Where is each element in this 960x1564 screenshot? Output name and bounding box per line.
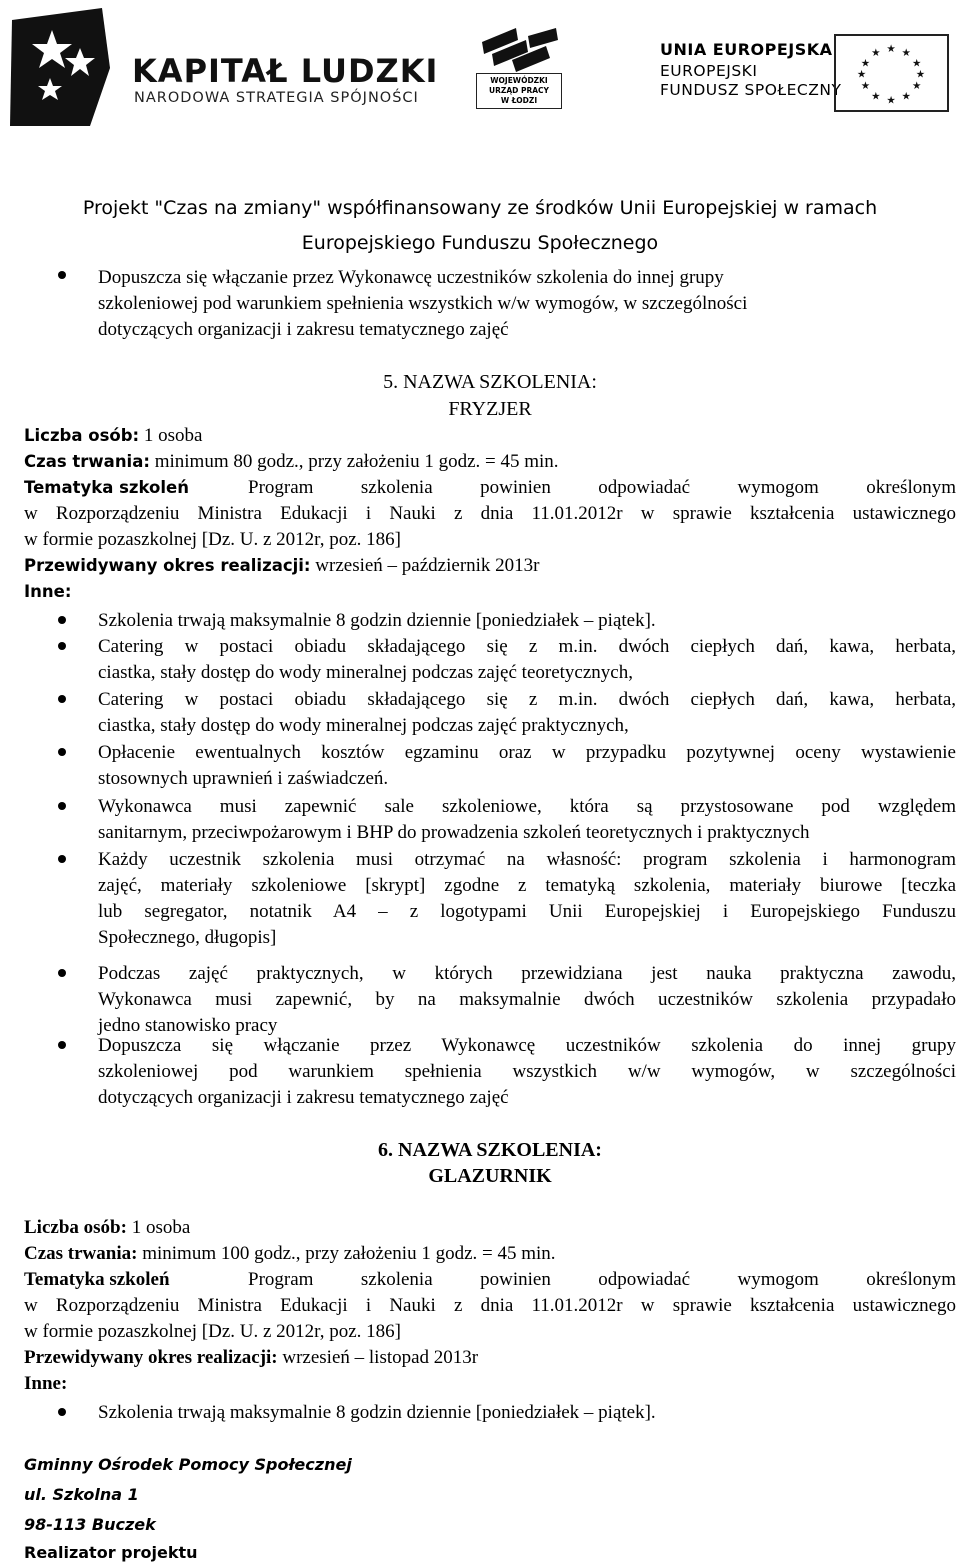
bullet-icon [58,695,66,703]
section6-heading: 6. NAZWA SZKOLENIA: [378,1139,602,1161]
text-line: Opłacenie ewentualnych kosztów egzaminu oraz w przypadku pozytywnej oceny wystawienie [98,742,956,763]
section6-tematyka-line1 [24,1267,956,1293]
eu-line-3: FUNDUSZ SPOŁECZNY [660,81,842,99]
section5-bullet-5 [98,794,956,846]
section6-tematyka-line3: w formie pozaszkolnej [Dz. U. z 2012r, poz. 186] [24,1321,402,1342]
svg-text:★: ★ [860,58,871,70]
section6-inne [24,1371,67,1397]
svg-text:★: ★ [871,47,881,59]
text-line: Wykonawca musi zapewnić, by na maksymalnie dwóch uczestników szkolenia przypadało [98,989,956,1010]
wup-line-3: W ŁODZI [500,96,538,105]
text-line: Podczas zajęć praktycznych, w których przewidziana jest nauka praktyczna zawodu, [98,963,956,984]
svg-text:★: ★ [911,58,922,70]
text-line: Dopuszcza się włączanie przez Wykonawcę uczestników szkolenia do innej grupy [98,1035,956,1056]
section5-tematyka-line2: w Rozporządzeniu Ministra Edukacji i Nauki z dnia 11.01.2012r w sprawie kształcenia ustawicznego [24,503,956,524]
section5-tematyka-line3: w formie pozaszkolnej [Dz. U. z 2012r, poz. 186] [24,529,402,550]
okres-label: Przewidywany okres realizacji: [24,1347,278,1368]
text-line: Wykonawca musi zapewnić sale szkoleniowe, która są przystosowane pod względem [98,796,956,817]
section5-tematyka-line1 [24,475,956,501]
kapital-ludzki-emblem-icon [10,8,110,126]
wup-line-2: URZĄD PRACY [489,86,549,95]
eu-flag-icon [834,34,949,112]
svg-text:★: ★ [915,69,926,81]
section6-okres [24,1345,478,1371]
logo-header [0,0,960,140]
kapital-ludzki-logo [10,8,450,128]
svg-text:★: ★ [871,91,881,103]
svg-text:★: ★ [901,91,911,103]
svg-text:★: ★ [901,47,911,59]
text-line: dotyczących organizacji i zakresu tematycznego zajęć [98,319,509,340]
text-line: Społecznego, długopis] [98,927,277,948]
section5-bullet-2 [98,634,956,686]
bullet-icon [58,1041,66,1049]
section6-bullet-1: Szkolenia trwają maksymalnie 8 godzin dziennie [poniedziałek – piątek]. [98,1402,656,1423]
bullet-icon [58,271,66,279]
section5-bullet-1: Szkolenia trwają maksymalnie 8 godzin dziennie [poniedziałek – piątek]. [98,610,656,631]
project-title-line-2: Europejskiego Funduszu Społecznego [301,232,659,254]
section6-name: GLAZURNIK [428,1165,552,1187]
bullet-icon [58,855,66,863]
czas-value: minimum 100 godz., przy założeniu 1 godz. = 45 min. [137,1243,556,1264]
bullet-icon [58,748,66,756]
svg-text:★: ★ [860,81,871,93]
project-title-line-1: Projekt "Czas na zmiany" współfinansowany ze środków Unii Europejskiej w ramach [82,197,878,219]
czas-label: Czas trwania: [24,1243,138,1264]
section5-okres [24,553,540,579]
svg-text:★: ★ [856,69,867,81]
section6-czas [24,1241,556,1267]
text-line: zajęć, materiały szkoleniowe [skrypt] zgodne z tematyką szkolenia, materiały biurowe [teczka [98,875,956,896]
section5-inne [24,579,71,605]
text-line: Dopuszcza się włączanie przez Wykonawcę uczestników szkolenia do innej grupy [98,267,724,288]
unia-europejska-logo [654,34,954,112]
text-line: Catering w postaci obiadu składającego się z m.in. dwóch ciepłych dań, kawa, herbata, [98,636,956,657]
section5-bullet-6 [98,847,956,951]
kapital-ludzki-subtitle: NARODOWA STRATEGIA SPÓJNOŚCI [134,90,419,106]
wup-mark-icon [472,28,562,72]
liczba-value: 1 osoba [126,1217,191,1238]
tematyka-label: Tematyka szkoleń [24,478,189,497]
text-line: Każdy uczestnik szkolenia musi otrzymać na własność: program szkolenia i harmonogram [98,849,956,870]
section5-name: FRYZJER [448,398,532,420]
section6-liczba [24,1215,190,1241]
okres-value: wrzesień – październik 2013r [310,555,540,576]
section5-heading: 5. NAZWA SZKOLENIA: [383,371,597,393]
text-line: szkoleniowej pod warunkiem spełnienia wszystkich w/w wymogów, w szczególności [98,293,748,314]
text-line: ciastka, stały dostęp do wody mineralnej podczas zajęć teoretycznych, [98,662,633,683]
footer-city: 98-113 Buczek [24,1515,156,1534]
bullet-icon [58,642,66,650]
text-line: lub segregator, notatnik A4 – z logotypami Unii Europejskiej i Europejskiego Funduszu [98,901,956,922]
footer-role: Realizator projektu [24,1543,198,1562]
tematyka-text: Program szkolenia powinien odpowiadać wymogom określonym [248,1269,956,1290]
section5-bullet-3 [98,687,956,739]
eu-line-1: UNIA EUROPEJSKA [660,40,833,59]
text-line: ciastka, stały dostęp do wody mineralnej podczas zajęć praktycznych, [98,715,629,736]
section5-liczba [24,423,202,449]
eu-line-2: EUROPEJSKI [660,62,758,80]
wup-line-1: WOJEWÓDZKI [490,76,548,85]
footer-org: Gminny Ośrodek Pomocy Społecznej [24,1455,352,1474]
text-line: sanitarnym, przeciwpożarowym i BHP do prowadzenia szkoleń teoretycznych i praktycznych [98,822,810,843]
text-line: Catering w postaci obiadu składającego się z m.in. dwóch ciepłych dań, kawa, herbata, [98,689,956,710]
okres-label: Przewidywany okres realizacji: [24,556,311,575]
liczba-value: 1 osoba [139,425,203,446]
inne-label: Inne: [24,582,72,601]
czas-value: minimum 80 godz., przy założeniu 1 godz. = 45 min. [149,451,559,472]
bullet-icon [58,616,66,624]
svg-text:★: ★ [886,44,896,56]
intro-bullet-text [98,265,956,343]
tematyka-text: Program szkolenia powinien odpowiadać wymogom określonym [248,477,956,498]
text-line: stosownych uprawnień i zaświadczeń. [98,768,389,789]
tematyka-label: Tematyka szkoleń [24,1269,170,1290]
bullet-icon [58,969,66,977]
section5-czas [24,449,559,475]
svg-text:★: ★ [886,95,896,107]
bullet-icon [58,1408,66,1416]
section5-bullet-7 [98,961,956,1039]
section6-tematyka-line2: w Rozporządzeniu Ministra Edukacji i Nauki z dnia 11.01.2012r w sprawie kształcenia ustawicznego [24,1295,956,1316]
footer-street: ul. Szkolna 1 [24,1485,139,1504]
text-line: jedno stanowisko pracy [98,1015,278,1036]
liczba-label: Liczba osób: [24,426,140,445]
section5-bullet-4 [98,740,956,792]
liczba-label: Liczba osób: [24,1217,127,1238]
text-line: dotyczących organizacji i zakresu tematycznego zajęć [98,1087,509,1108]
section5-bullet-8 [98,1033,956,1111]
wup-lodz-logo [462,28,572,114]
okres-value: wrzesień – listopad 2013r [277,1347,479,1368]
inne-label: Inne: [24,1373,68,1394]
wup-text-box [476,73,562,109]
bullet-icon [58,802,66,810]
text-line: szkoleniowej pod warunkiem spełnienia wszystkich w/w wymogów, w szczególności [98,1061,956,1082]
kapital-ludzki-title: KAPITAŁ LUDZKI [132,52,439,90]
svg-text:★: ★ [911,81,922,93]
czas-label: Czas trwania: [24,452,150,471]
